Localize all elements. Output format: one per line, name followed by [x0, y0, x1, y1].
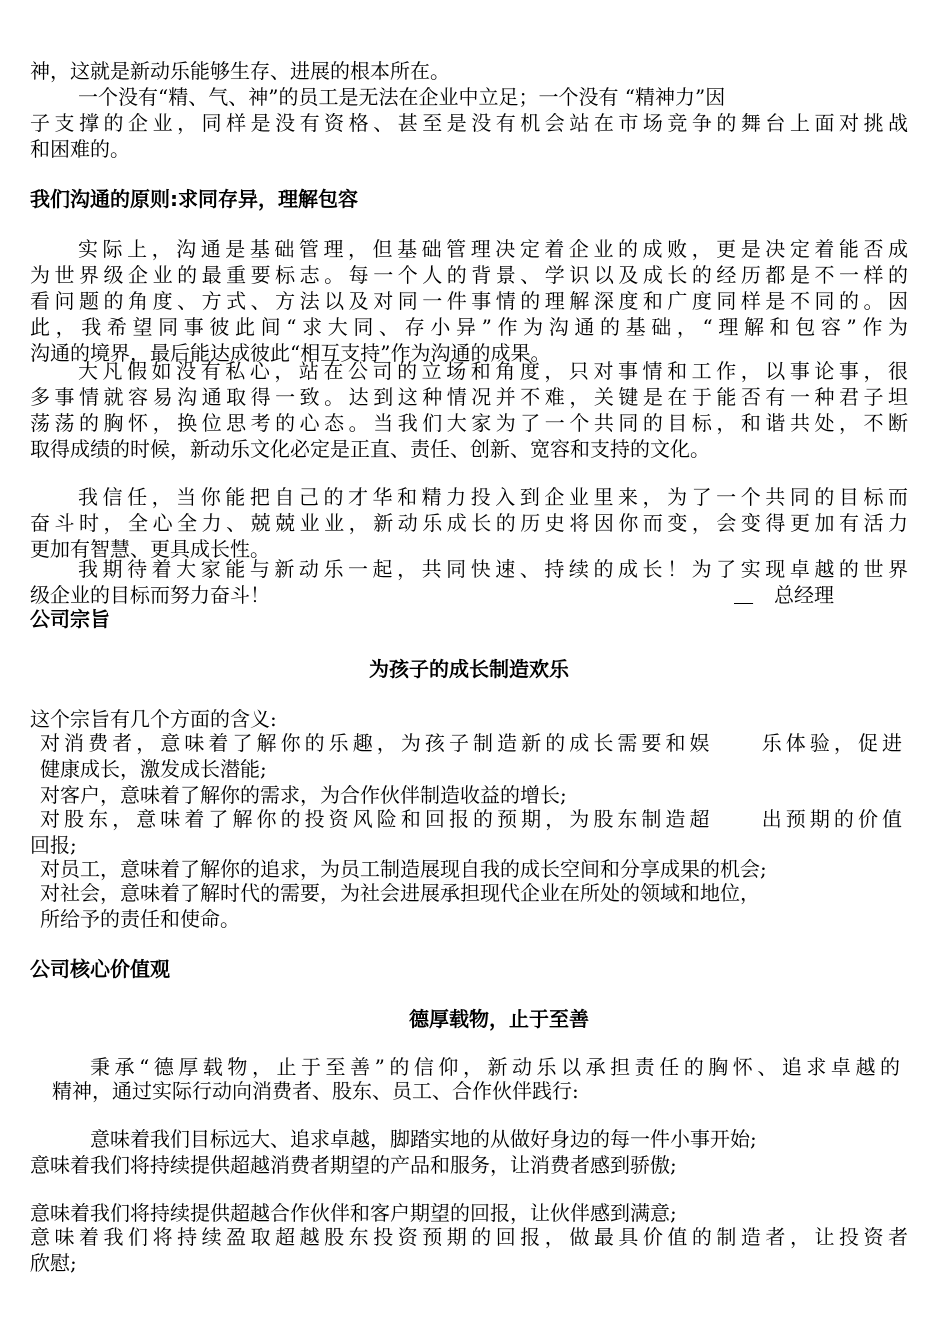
comm-p2-line-3: 荡荡的胸怀，换位思考的心态。当我们大家为了一个共同的目标，和谐共处，不断 — [30, 411, 908, 435]
values-motto: 德厚载物，止于至善 — [409, 1007, 589, 1031]
comm-p4-line-2: 级企业的目标而努力奋斗！ — [30, 583, 270, 607]
values-heading: 公司核心价值观 — [30, 957, 170, 981]
signature — [734, 582, 884, 608]
comm-p1-line-2: 为世界级企业的最重要标志。每一个人的背景、学识以及成长的经历都是不一样的 — [30, 263, 908, 287]
purpose-line-8: 所给予的责任和使命。 — [40, 907, 240, 931]
comm-p1-line-1: 实际上，沟通是基础管理，但基础管理决定着企业的成败，更是决定着能否成 — [78, 237, 908, 261]
intro-line-2: 一个没有“精、气、神”的员工是无法在企业中立足；一个没有 “精神力”因 — [78, 85, 726, 109]
values-p1-line-1: 秉承“德厚载物，止于至善”的信仰，新动乐以承担责任的胸怀、追求卓越的 — [90, 1055, 900, 1079]
purpose-heading: 公司宗旨 — [30, 607, 110, 631]
signature-blank — [734, 582, 774, 608]
values-item-4: 意味着我们将持续盈取超越股东投资预期的回报，做最具价值的制造者，让投资者 — [30, 1225, 908, 1249]
purpose-line-5: 回报; — [30, 833, 77, 857]
comm-p3-line-3: 更加有智慧、更具成长性。 — [30, 537, 270, 561]
values-item-1: 意味着我们目标远大、追求卓越，脚踏实地的从做好身边的每一件小事开始; — [90, 1127, 757, 1151]
comm-p3-line-2: 奋斗时，全心全力、兢兢业业，新动乐成长的历史将因你而变，会变得更加有活力 — [30, 511, 908, 535]
purpose-intro: 这个宗旨有几个方面的含义: — [30, 707, 277, 731]
values-item-3: 意味着我们将持续提供超越合作伙伴和客户期望的回报，让伙伴感到满意; — [30, 1201, 677, 1225]
purpose-line-7: 对社会，意味着了解时代的需要，为社会进展承担现代企业在所处的领域和地位， — [40, 881, 760, 905]
comm-p1-line-4: 此，我希望同事彼此间“求大同、存小异”作为沟通的基础，“理解和包容”作为 — [30, 315, 908, 339]
purpose-line-6: 对员工，意味着了解你的追求，为员工制造展现自我的成长空间和分享成果的机会; — [40, 857, 767, 881]
comm-p3-line-1: 我信任，当你能把自己的才华和精力投入到企业里来，为了一个共同的目标而 — [78, 485, 908, 509]
values-item-5: 欣慰; — [30, 1251, 77, 1275]
comm-p4-line-1: 我期待着大家能与新动乐一起，共同快速、持续的成长！为了实现卓越的世界 — [78, 557, 908, 581]
purpose-motto: 为孩子的成长制造欢乐 — [369, 657, 569, 681]
comm-p2-line-2: 多事情就容易沟通取得一致。达到这种情况并不难，关键是在于能否有一种君子坦 — [30, 385, 908, 409]
purpose-line-2: 健康成长，激发成长潜能; — [40, 757, 267, 781]
comm-p1-line-3: 看问题的角度、方式、方法以及对同一件事情的理解深度和广度同样是不同的。因 — [30, 289, 908, 313]
intro-line-3: 子支撑的企业，同样是没有资格、甚至是没有机会站在市场竞争的舞台上面对挑战 — [30, 111, 908, 135]
intro-line-1: 神，这就是新动乐能够生存、进展的根本所在。 — [30, 59, 450, 83]
purpose-line-3: 对客户，意味着了解你的需求，为合作伙伴制造收益的增长; — [40, 783, 567, 807]
values-p1-line-2: 精神，通过实际行动向消费者、股东、员工、合作伙伴践行: — [52, 1079, 579, 1103]
communication-heading: 我们沟通的原则:求同存异，理解包容 — [30, 187, 358, 211]
purpose-line-1: 对消费者，意味着了解你的乐趣，为孩子制造新的成长需要和娱 乐体验，促进 — [40, 731, 902, 755]
purpose-line-4: 对股东，意味着了解你的投资风险和回报的预期，为股东制造超 出预期的价值 — [40, 807, 902, 831]
signature-title: 总经理 — [774, 583, 834, 607]
comm-p2-line-4: 取得成绩的时候，新动乐文化必定是正直、责任、创新、宽容和支持的文化。 — [30, 437, 710, 461]
intro-line-4: 和困难的。 — [30, 137, 130, 161]
values-item-2: 意味着我们将持续提供超越消费者期望的产品和服务，让消费者感到骄傲; — [30, 1153, 677, 1177]
comm-p2-line-1: 大凡假如没有私心，站在公司的立场和角度，只对事情和工作，以事论事，很 — [78, 359, 908, 383]
comm-p1-line-5: 沟通的境界，最后能达成彼此“相互支持”作为沟通的成果。 — [30, 341, 551, 365]
